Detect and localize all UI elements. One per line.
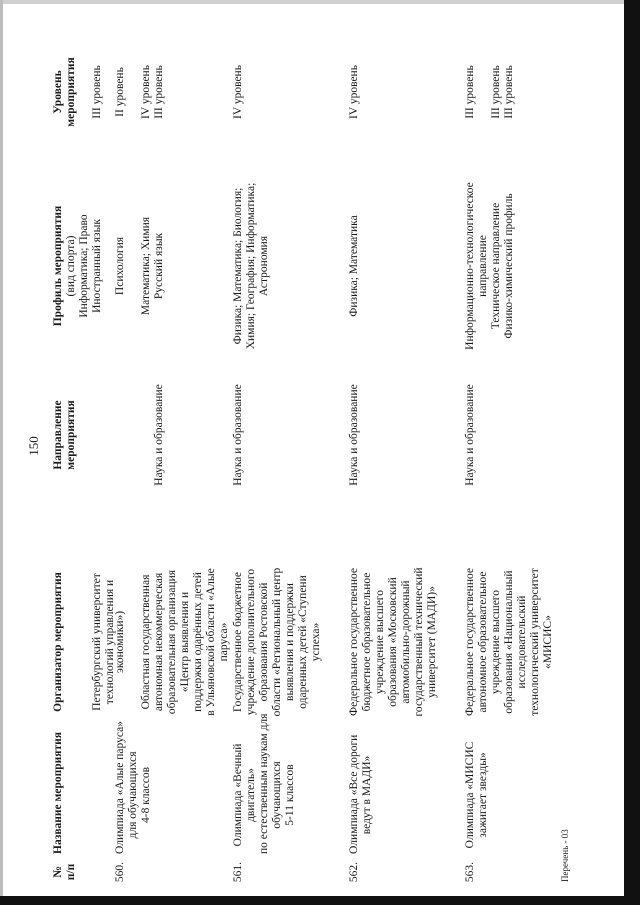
event-profile: Физика; Математика; Биология; Химия; География; Информатика; Астрономия — [232, 182, 270, 350]
table-row — [112, 28, 230, 888]
header-organizer: Организатор мероприятия Петербургский университет технологий управления и — [52, 572, 116, 712]
event-level: II уровень IV уровень III уровень — [114, 65, 165, 119]
scan-edge-bottom — [0, 896, 640, 905]
event-level: IV уровень — [348, 65, 360, 119]
event-name: Олимпиада «Алые паруса» для обучающихся 4-8 классов — [114, 721, 152, 854]
header-direction: Направление мероприятия — [52, 400, 77, 470]
page-number: 150 — [26, 436, 41, 456]
table-row — [462, 28, 580, 888]
event-organizer: Федеральное государственное бюджетное образовательное учреждение высшего образования «Московский автомобильно-дорожный государственный технический университет (МАДИ)» — [348, 567, 438, 717]
event-profile: Информационно-технологическое направление Техническое направление Физико-химический профиль — [464, 182, 515, 350]
table-header-row — [50, 28, 116, 888]
event-organizer: Государственное бюджетное учреждение дополнительного образования Ростовской области «Региональный центр выявления и поддержки одаренных детей «Ступени успеха» — [232, 567, 322, 717]
event-organizer: экономики») Областная государственная автономная некоммерческая образовательная организация «Центр выявления и поддержки одарённых детей в Ульяновской области «Алые паруса» — [114, 568, 230, 716]
row-number: 562. — [348, 861, 360, 883]
row-number: 561. — [232, 861, 244, 883]
events-table — [50, 28, 580, 888]
scan-edge-left — [0, 0, 3, 905]
event-direction: Наука и образование — [153, 384, 165, 486]
header-level: Уровень мероприятия III уровень — [52, 57, 103, 127]
event-organizer: Федеральное государственное автономное образовательное учреждение высшего образования «Национальный исследовательский технологический университет «МИСИС» — [464, 568, 554, 717]
event-profile: Физика; Математика — [348, 215, 360, 317]
table-row — [230, 28, 346, 888]
event-direction: Наука и образование — [232, 384, 244, 486]
footer-mark: Перечень - 03 — [560, 829, 570, 882]
row-number: 560. — [114, 861, 126, 883]
rotated-document-page — [20, 28, 600, 888]
header-num: № п/п — [52, 863, 77, 881]
event-level: III уровень III уровень III уровень — [464, 65, 515, 119]
event-direction: Наука и образование — [464, 384, 476, 486]
row-number: 563. — [464, 861, 476, 883]
header-profile: Профиль мероприятия (вид спорта) Информатика; Право Иностранный язык — [52, 205, 103, 327]
event-name: Олимпиада «Вечный двигатель» по естественным наукам для обучающихся 5-11 классов — [232, 713, 296, 854]
event-profile: Психология Математика; Химия Русский язык — [114, 216, 165, 316]
scan-edge-right — [624, 0, 640, 905]
event-direction: Наука и образование — [348, 384, 360, 486]
scan-edge-top — [0, 0, 640, 4]
header-name: Название мероприятия — [52, 732, 64, 854]
event-name: Олимпиада «Все дороги ведут в МАДИ» — [348, 734, 373, 854]
table-row — [346, 28, 462, 888]
event-name: Олимпиада «МИСИС зажигает звезды» — [464, 741, 489, 849]
event-level: IV уровень — [232, 65, 244, 119]
